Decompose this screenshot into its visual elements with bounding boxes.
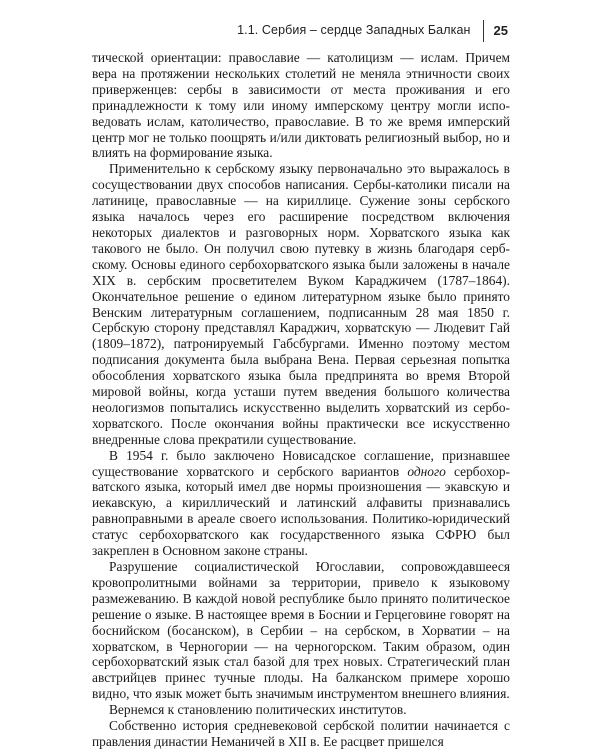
page-number: 25 — [493, 23, 508, 38]
emphasis-text: одного — [407, 463, 446, 479]
body-text — [92, 50, 510, 750]
paragraph: Собственно история средневековой сербской политии начинается с правления династии Неманичей в XII в. Ее расцвет пришелся — [92, 718, 510, 749]
paragraph — [92, 448, 510, 559]
paragraph: Вернемся к становлению политических институтов. — [109, 702, 407, 718]
running-header — [237, 20, 508, 42]
paragraph: тической ориентации: православие — католицизм — ислам. Причем вера на протяжении нескольких столетий не меняла этничности своих приверженцев: сербы в зависимости от места проживания и его принадлежности к тому или иному имперскому центру могли исповедовать ислам, католичество, православие. В то же время имперский центр мог не только поощрять и/или диктовать религиозный выбор, но и влиять на формирование языка. — [92, 50, 510, 161]
section-title: 1.1. Сербия – сердце Западных Балкан — [237, 23, 471, 37]
paragraph: Разрушение социалистической Югославии, сопровождавшееся кровопролитными войнами за территории, привело к языковому размежеванию. В каждой новой республике было принято политическое решение о языке. В настоящее время в Боснии и Герцеговине говорят на боснийском (босанском), в Сербии – на сербском, в Хорватии – на хорватском, в Черногории — на черногорском. Таким образом, один сербохорватский язык стал базой для трех новых. Стратегический план австрийцев принес тучные плоды. На балканском примере хорошо видно, что язык может быть значимым инструментом внешнего влияния. — [92, 559, 510, 702]
header-divider — [483, 20, 484, 42]
paragraph: Применительно к сербскому языку первоначально это выражалось в сосуществовании двух способов написания. Сербы-католики писали на латинице, православные — на кириллице. Сужение зоны сербского языка началось через его расширение посредством включения некоторых диалектов и разговорных норм. Хорватского языка как такового не было. Он получил свою путевку в жизнь благодаря сербскому. Основы единого сербохорватского языка были заложены в начале XIX в. сербским просветителем Вуком Караджичем (1787–1864). Окончательное решение о едином литературном языке было принято Венским литературным соглашением, подписанным 28 мая 1850 г. Сербскую сторону представлял Караджич, хорватскую — Людевит Гай (1809–1872), патронируемый Габсбургами. Именно поэтому местом подписания документа была выбрана Вена. Первая серьезная попытка обособления хорватского языка была предпринята во время Второй мировой войны, когда усташи путем введения большого количества неологизмов попытались искусственно выделить хорватский из сербохорватского. После окончания войны практически все искусственно внедренные слова прекратили существование. — [92, 161, 510, 447]
paragraph-text: В 1954 г. было заключено Новисадское соглашение, признавшее существование хорватского и сербского вариантов — [92, 447, 510, 479]
paragraph-text: сербохорватского языка, который имел две нормы произношения — экавскую и иекавскую, а кириллический и латинский алфавиты признавались равноправными в ареале своего использования. Политико-юридический статус сербохорватского как государственного языка СФРЮ был закреплен в Основном законе страны. — [92, 463, 511, 559]
